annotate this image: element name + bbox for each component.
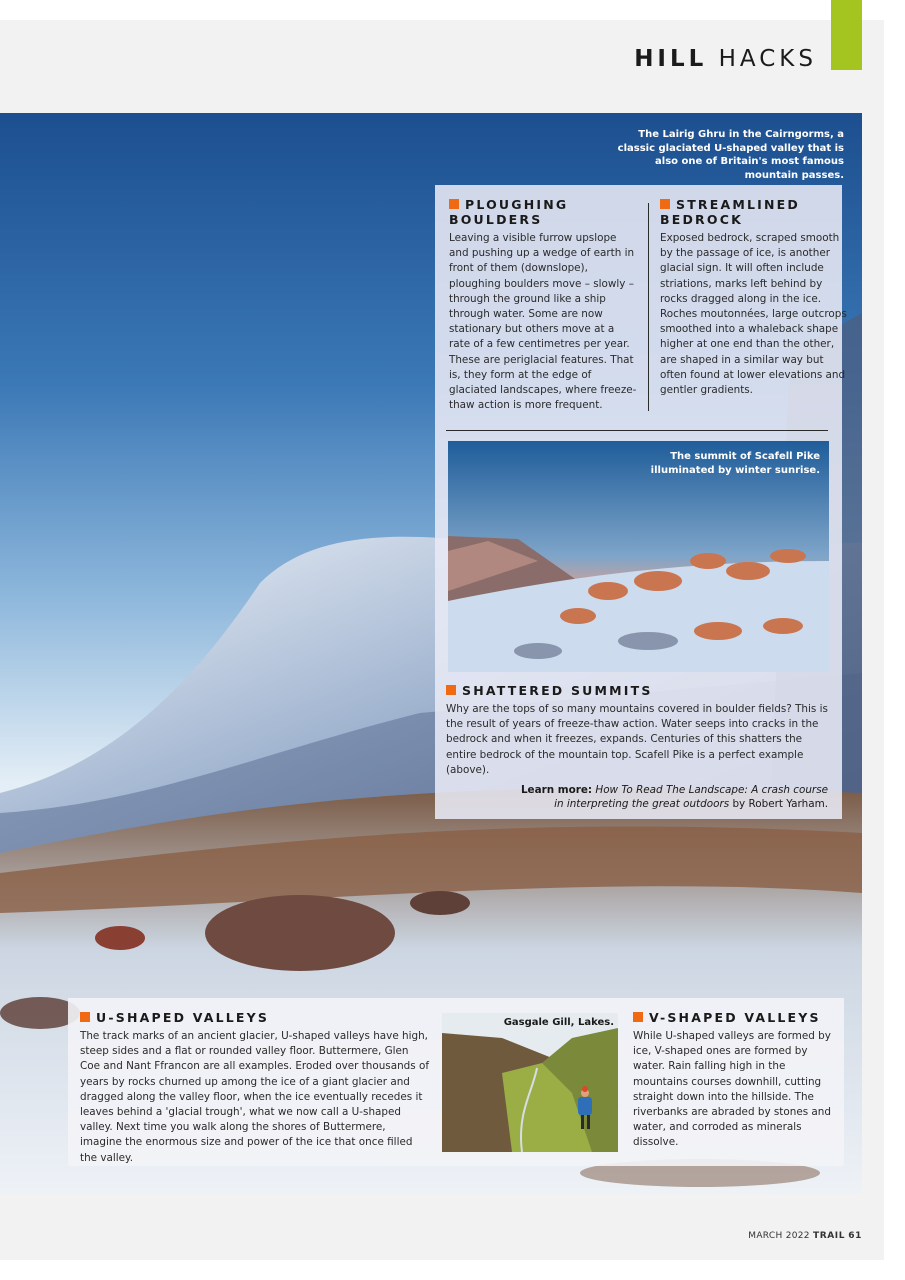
streamlined-title: STREAMLINED BEDROCK bbox=[660, 197, 800, 227]
info-panel-top bbox=[435, 185, 847, 819]
v-shaped-heading bbox=[633, 1010, 833, 1025]
u-shaped-title: U-SHAPED VALLEYS bbox=[96, 1010, 270, 1025]
book-title: How To Read The Landscape: A crash course in interpreting the great outdoors bbox=[554, 784, 828, 810]
shattered-title: SHATTERED SUMMITS bbox=[462, 683, 653, 698]
header-bold: HILL bbox=[634, 46, 708, 72]
orange-square-icon bbox=[449, 199, 459, 209]
info-panel-bottom bbox=[68, 998, 844, 1166]
u-shaped-heading bbox=[80, 1010, 430, 1025]
page-footer bbox=[748, 1231, 862, 1241]
scafell-pike-photo bbox=[448, 441, 829, 672]
learn-more-credit bbox=[518, 783, 828, 811]
book-author: by Robert Yarham. bbox=[732, 798, 828, 810]
header-light: HACKS bbox=[718, 46, 817, 72]
shattered-summits-heading bbox=[446, 683, 832, 698]
ploughing-body: Leaving a visible furrow upslope and pushing up a wedge of earth in front of them (downslope), ploughing boulders move – slowly – through the ground like a ship through water. Some are now stationary but others move at a rate of a few centimetres per year. These are periglacial features. That is, they form at the edge of glaciated landscapes, where freeze-thaw action is more frequent. bbox=[449, 232, 637, 412]
footer-date: MARCH 2022 bbox=[748, 1231, 810, 1241]
horizontal-divider bbox=[446, 430, 828, 431]
page-number: 61 bbox=[848, 1231, 862, 1241]
orange-square-icon bbox=[80, 1012, 90, 1022]
learn-more-label: Learn more: bbox=[520, 784, 593, 796]
shattered-body: Why are the tops of so many mountains covered in boulder fields? This is the result of years of freeze-thaw action. Water seeps into cracks in the bedrock and when it freezes, expands. Centuries of this shatters the entire bedrock of the mountain top. Scafell Pike is a perfect example (above). bbox=[446, 703, 828, 776]
streamlined-body: Exposed bedrock, scraped smooth by the passage of ice, is another glacial sign. It will often include striations, marks left behind by rocks dragged along in the ice. Roches moutonnées, large outcrops smoothed into a whaleback shape higher at one end than the other, are shaped in a similar way but often found at lower elevations and gentler gradients. bbox=[660, 232, 847, 397]
column-divider bbox=[648, 203, 649, 411]
v-shaped-valleys-section bbox=[633, 1010, 833, 1151]
shattered-summits-section bbox=[446, 683, 832, 778]
u-shaped-body: The track marks of an ancient glacier, U-shaped valleys have high, steep sides and a flat or rounded valley floor. Buttermere, Glen Coe and Nant Ffrancon are all examples. Eroded over thousands of years by rocks churned up among the ice of a giant glacier and dragged along the valley floor, when the ice eventually recedes it leaves behind a 'glacial trough', what we now call a U-shaped valley. Next time you walk along the shores of Buttermere, imagine the enormous size and power of the ice that once filled the valley. bbox=[80, 1030, 429, 1164]
v-shaped-title: V-SHAPED VALLEYS bbox=[649, 1010, 821, 1025]
gasgale-gill-photo bbox=[442, 1013, 618, 1152]
streamlined-bedrock-section bbox=[660, 197, 848, 398]
v-shaped-body: While U-shaped valleys are formed by ice, V-shaped ones are formed by water. Rain falling high in the mountains courses downhill, cutting straight down into the hillside. The riverbanks are abraded by stones and water, and corroded as minerals dissolve. bbox=[633, 1030, 831, 1149]
section-color-tab bbox=[831, 0, 862, 70]
orange-square-icon bbox=[660, 199, 670, 209]
valley-illustration bbox=[442, 1013, 618, 1152]
ploughing-boulders-section bbox=[449, 197, 637, 413]
main-photo-caption: The Lairig Ghru in the Cairngorms, a classic glaciated U-shaped valley that is also one of Britain's most famous mountain passes. bbox=[617, 129, 844, 181]
u-shaped-valleys-section bbox=[80, 1010, 430, 1166]
footer-magazine: TRAIL bbox=[812, 1231, 846, 1241]
ploughing-boulders-heading bbox=[449, 197, 637, 227]
ploughing-title: PLOUGHING BOULDERS bbox=[449, 197, 569, 227]
orange-square-icon bbox=[633, 1012, 643, 1022]
scafell-caption: The summit of Scafell Pike illuminated by winter sunrise. bbox=[650, 451, 820, 476]
streamlined-bedrock-heading bbox=[660, 197, 848, 227]
section-header bbox=[634, 46, 817, 72]
gasgale-caption: Gasgale Gill, Lakes. bbox=[503, 1017, 614, 1028]
orange-square-icon bbox=[446, 685, 456, 695]
